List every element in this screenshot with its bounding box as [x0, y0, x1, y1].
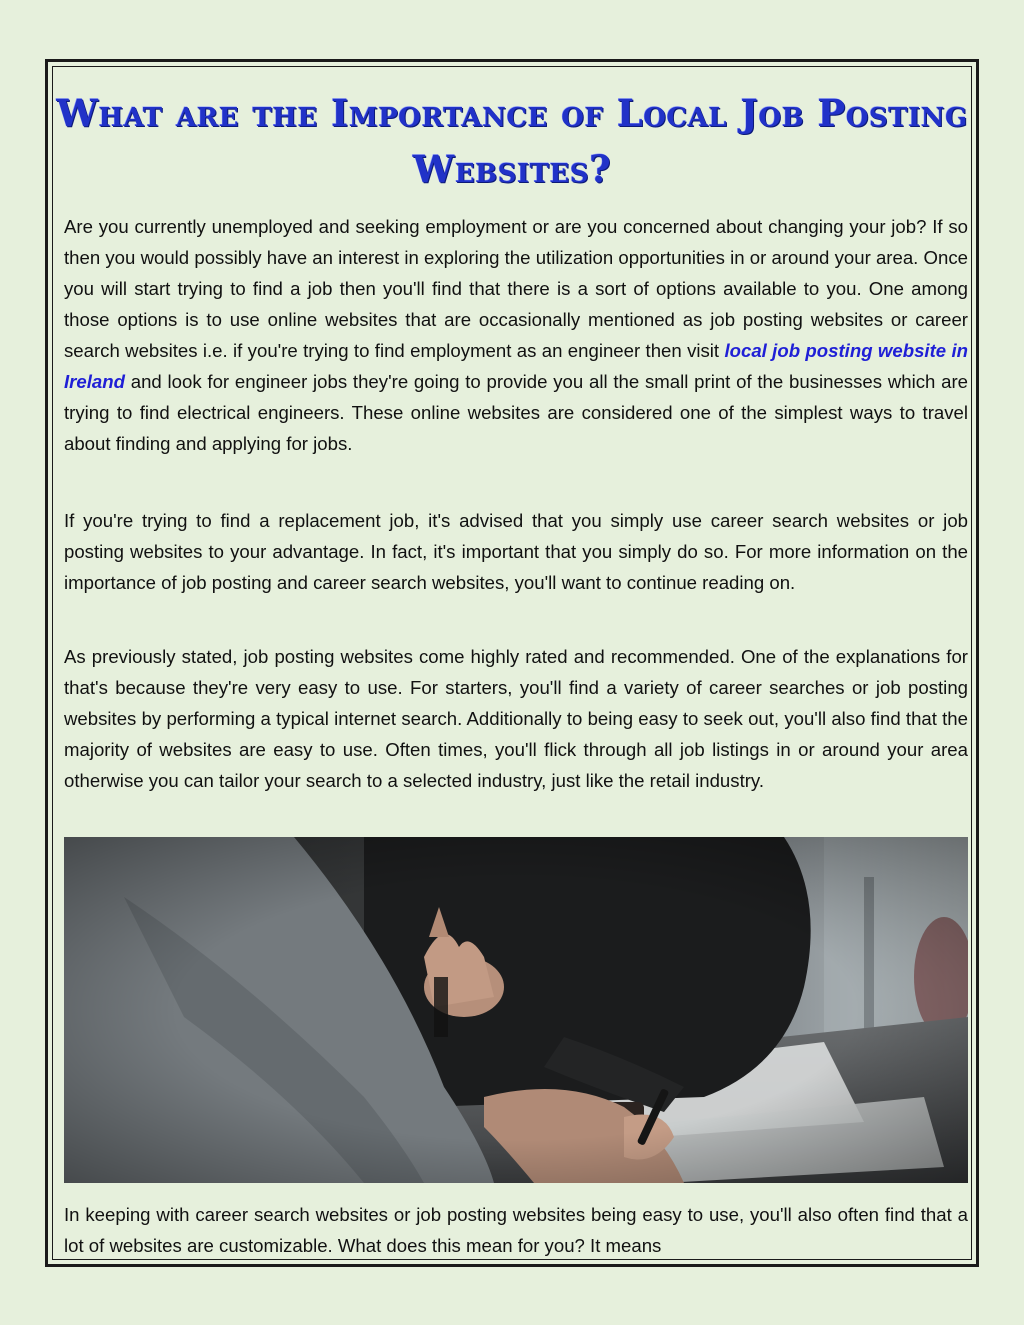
photo-illustration [64, 837, 968, 1183]
paragraph-easy-to-use: As previously stated, job posting websites come highly rated and recommended. One of the explanations for that's because they're very easy to use. For starters, you'll find a variety of career searches or job posting websites by performing a typical internet search. Additionally to being easy to seek out, you'll also find that the majority of websites are easy to use. Often times, you'll flick through all job listings in or around your area otherwise you can tailor your search to a selected industry, just like the retail industry. [64, 646, 968, 791]
paragraph-customizable: In keeping with career search websites or job posting websites being easy to use, you'll also often find that a lot of websites are customizable. What does this mean for you? It means [64, 1204, 968, 1256]
page-title: What are the Importance of Local Job Posting Websites? [56, 91, 968, 191]
local-job-posting-link[interactable]: local job posting website in Ireland [64, 340, 968, 392]
paragraph-intro-text-end: and look for engineer jobs they're going to provide you all the small print of the businesses which are trying to find electrical engineers. These online websites are considered one of the simplest ways to travel about finding and applying for jobs. [64, 371, 968, 454]
office-meeting-photo [64, 837, 968, 1183]
paragraph-intro [64, 211, 968, 459]
page-border [45, 59, 979, 1267]
paragraph-replacement-job: If you're trying to find a replacement job, it's advised that you simply use career search websites or job posting websites to your advantage. In fact, it's important that you simply do so. For more information on the importance of job posting and career search websites, you'll want to continue reading on. [64, 510, 968, 593]
paragraph-intro-text-start: Are you currently unemployed and seeking employment or are you concerned about changing your job? If so then you would possibly have an interest in exploring the utilization opportunities in or around your area. Once you will start trying to find a job then you'll find that there is a sort of options available to you. One among those options is to use online websites that are occasionally mentioned as job posting websites or career search websites i.e. if you're trying to find employment as an engineer then visit [64, 216, 968, 361]
page-content-area [52, 66, 972, 1260]
